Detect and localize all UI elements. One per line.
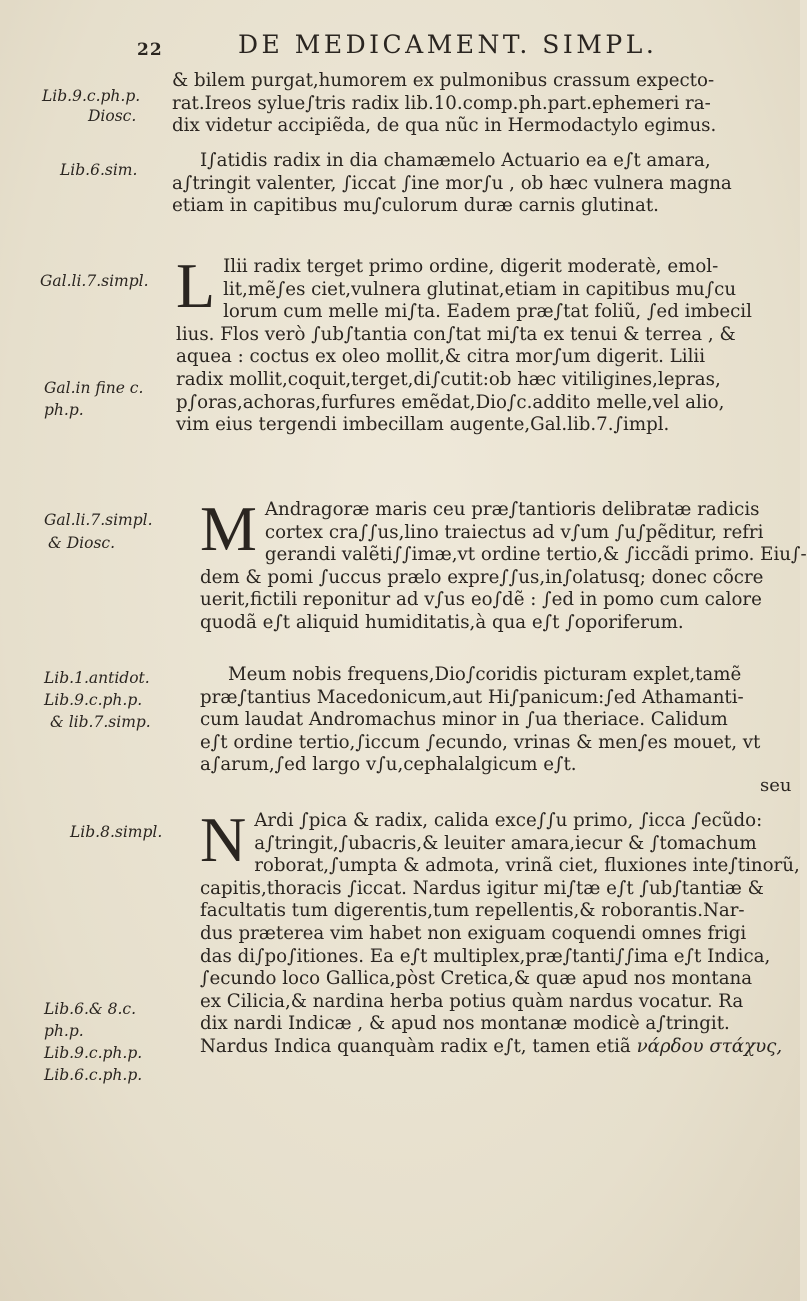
margin-note: Diosc.	[88, 107, 137, 125]
text-line: lorum cum melle mi∫ta. Eadem præ∫tat foliũ, ∫ed imbecil	[223, 301, 752, 323]
margin-note: Lib.1.antidot.	[44, 669, 150, 687]
text-line: radix mollit,coquit,terget,di∫cutit:ob hæc vitiligines,lepras,	[176, 368, 721, 390]
margin-note: ph.p.	[44, 401, 84, 419]
margin-note: Lib.9.c.ph.p.	[44, 1044, 143, 1062]
drop-cap: N	[200, 804, 247, 875]
margin-note: & Diosc.	[48, 534, 116, 552]
text-line: præ∫tantius Macedonicum,aut Hi∫panicum:∫ed Athamanti-	[200, 686, 744, 708]
text-line: cum laudat Andromachus minor in ∫ua theriace. Calidum	[200, 709, 728, 731]
text-line: dus præterea vim habet non exiguam coquendi omnes frigi	[200, 922, 747, 944]
text-line: cortex cra∫∫us,lino traiectus ad v∫um ∫u∫pẽditur, refri	[264, 521, 764, 543]
text-line: dix videtur accipiẽda, de qua nũc in Hermodactylo egimus.	[172, 115, 717, 137]
margin-note: Lib.9.c.ph.p.	[42, 87, 141, 105]
text-line: e∫t ordine tertio,∫iccum ∫ecundo, vrinas & men∫es mouet, vt	[200, 731, 761, 753]
text-line: uerit,fictili reponitur ad v∫us eo∫dẽ : ∫ed in pomo cum calore	[200, 589, 762, 611]
text-segment: Nardus Indica quanquàm radix e∫t, tamen etiã	[200, 1035, 631, 1057]
text-line: ex Cilicia,& nardina herba potius quàm nardus vocatur. Ra	[200, 990, 744, 1012]
text-line: lit,mẽ∫es ciet,vulnera glutinat,etiam in capitibus mu∫cu	[223, 278, 737, 300]
text-line: dix nardi Indicæ , & apud nos montanæ modicè a∫tringit.	[200, 1013, 730, 1035]
text-line: Ilii radix terget primo ordine, digerit moderatè, emol-	[223, 256, 719, 277]
text-line: I∫atidis radix in dia chamæmelo Actuario ea e∫t amara,	[200, 150, 711, 171]
catchword: seu	[760, 775, 792, 796]
margin-note: Gal.li.7.simpl.	[40, 272, 149, 290]
margin-note: Lib.8.simpl.	[70, 823, 163, 841]
margin-note: Lib.6.sim.	[60, 161, 138, 179]
text-line: p∫oras,achoras,furfures emẽdat,Dio∫c.addito melle,vel alio,	[176, 391, 725, 413]
text-line: a∫tringit,∫ubacris,& leuiter amara,iecur & ∫tomachum	[254, 832, 757, 854]
text-line: lius. Flos verò ∫ub∫tantia con∫tat mi∫ta ex tenui & terrea , &	[176, 323, 736, 345]
margin-note: Gal.li.7.simpl.	[44, 511, 153, 529]
text-line: aquea : coctus ex oleo mollit,& citra mor∫um digerit. Lilii	[176, 346, 706, 368]
text-paragraph-nardi	[200, 804, 800, 1059]
margin-note: Lib.6.& 8.c.	[44, 1000, 137, 1018]
drop-cap: M	[200, 493, 257, 564]
text-paragraph-meum	[200, 664, 764, 777]
margin-note: Gal.in fine c.	[44, 379, 144, 397]
text-line: Andragoræ maris ceu præ∫tantioris delibratæ radicis	[264, 499, 760, 520]
margin-note: & lib.7.simp.	[50, 713, 151, 731]
text-line: gerandi valẽti∫∫imæ,vt ordine tertio,& ∫iccãdi primo. Eiu∫-	[264, 544, 807, 566]
text-line: dem & pomi ∫uccus prælo expre∫∫us,in∫olatusq; donec cõcre	[200, 566, 764, 588]
text-paragraph	[172, 150, 764, 218]
text-line: etiam in capitibus mu∫culorum duræ carnis glutinat.	[172, 195, 659, 217]
text-line: facultatis tum digerentis,tum repellentis,& roborantis.Nar-	[200, 900, 745, 922]
text-line: capitis,thoracis ∫iccat. Nardus igitur mi∫tæ e∫t ∫ub∫tantiæ &	[200, 877, 764, 899]
text-line: roborat,∫umpta & admota, vrinã ciet, fluxiones inte∫tinorũ,	[254, 855, 800, 877]
text-line: & bilem purgat,humorem ex pulmonibus crassum expecto-	[172, 70, 715, 91]
text-paragraph-mandragorae	[200, 493, 807, 635]
text-line: quodã e∫t aliquid humiditatis,à qua e∫t ∫oporiferum.	[200, 611, 684, 633]
text-line: das di∫po∫itiones. Ea e∫t multiplex,præ∫tanti∫∫ima e∫t Indica,	[200, 945, 771, 967]
margin-note: Lib.9.c.ph.p.	[44, 691, 143, 709]
text-paragraph-lilii	[176, 250, 764, 437]
text-line: Meum nobis frequens,Dio∫coridis picturam explet,tamẽ	[228, 664, 742, 685]
running-head: DE MEDICAMENT. SIMPL.	[238, 30, 658, 59]
text-line: ∫ecundo loco Gallica,pòst Cretica,& quæ apud nos montana	[200, 968, 753, 990]
drop-cap: L	[176, 250, 216, 321]
text-paragraph	[172, 70, 764, 138]
text-line: Ardi ∫pica & radix, calida exce∫∫u primo, ∫icca ∫ecũdo:	[254, 810, 763, 831]
page-number: 22	[137, 40, 163, 60]
text-line: vim eius tergendi imbecillam augente,Gal.lib.7.∫impl.	[176, 414, 670, 436]
text-line: rat.Ireos sylue∫tris radix lib.10.comp.ph.part.ephemeri ra-	[172, 92, 711, 114]
margin-note: Lib.6.c.ph.p.	[44, 1066, 143, 1084]
text-line: a∫arum,∫ed largo v∫u,cephalalgicum e∫t.	[200, 754, 577, 776]
margin-note: ph.p.	[44, 1022, 84, 1040]
text-line	[200, 1035, 783, 1059]
greek-text: νάρδου στάχυς,	[636, 1035, 783, 1057]
text-line: a∫tringit valenter, ∫iccat ∫ine mor∫u , ob hæc vulnera magna	[172, 172, 732, 194]
